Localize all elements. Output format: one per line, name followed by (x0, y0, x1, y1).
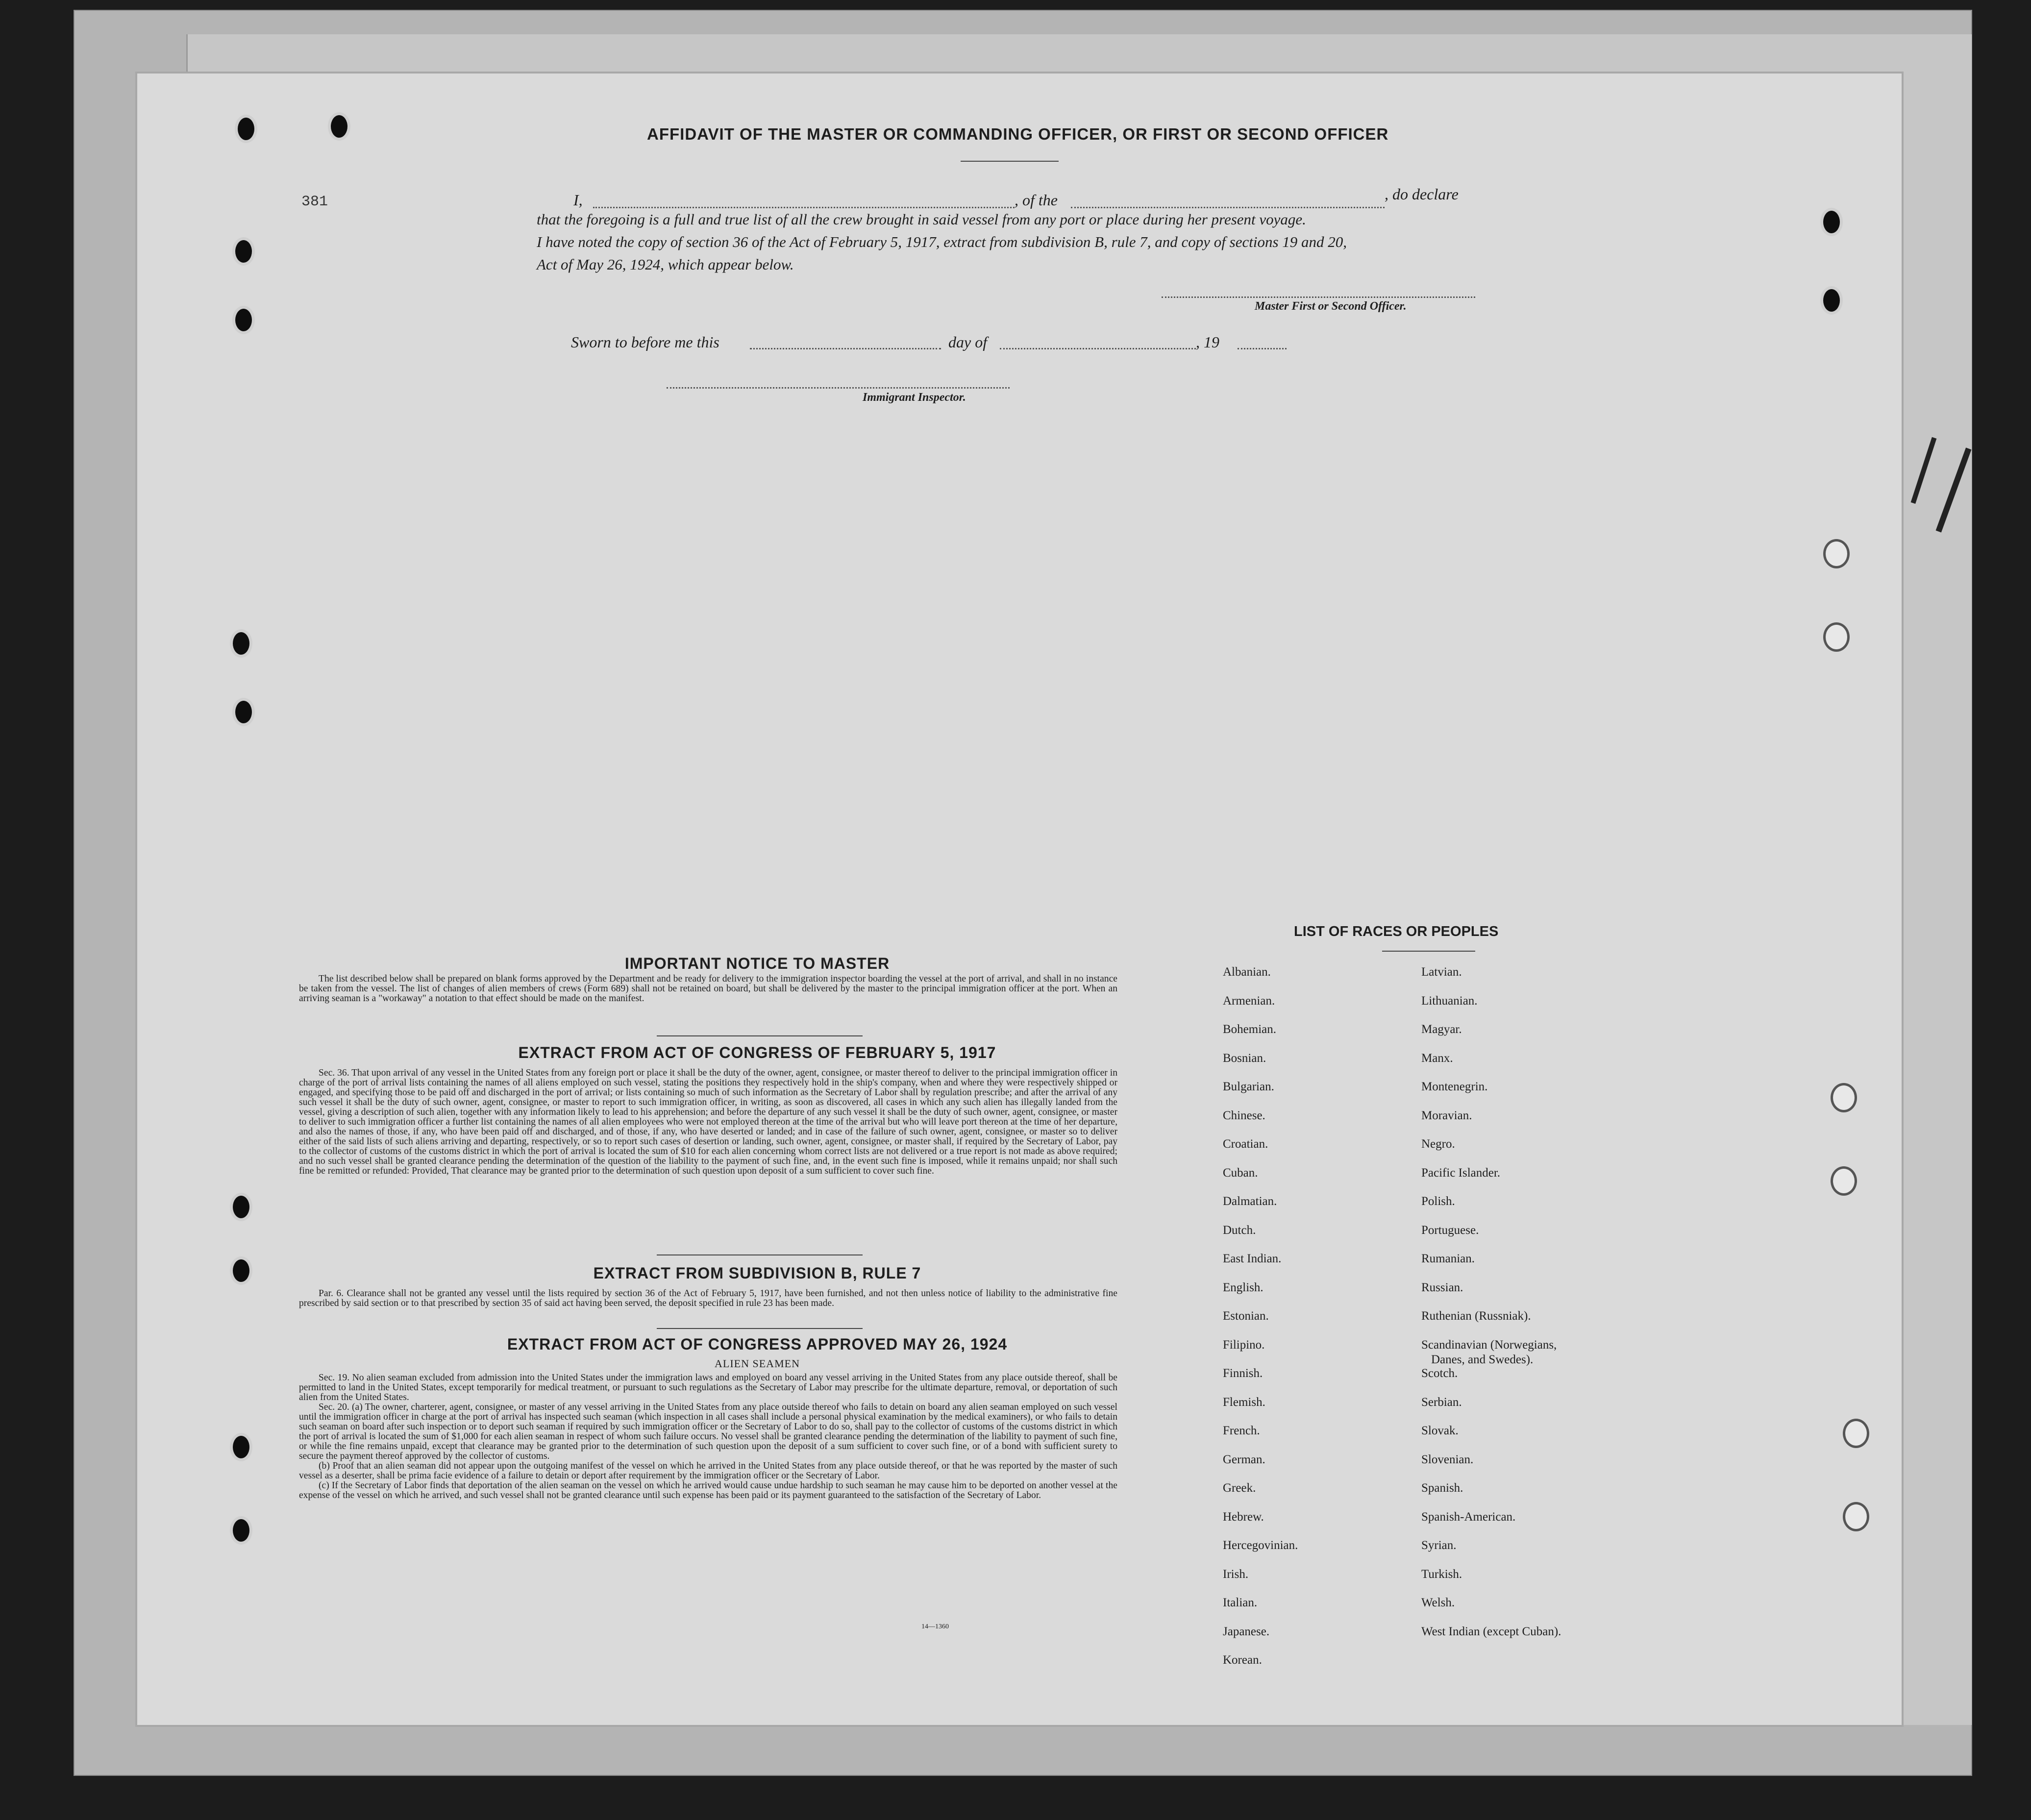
affidavit-line-3: I have noted the copy of section 36 of the Act of February 5, 1917, extract from subdivision B, rule 7, and copy of sections 19 and 20, (537, 233, 1347, 250)
race-item: Hebrew. (1223, 1510, 1264, 1524)
race-item: Danes, and Swedes). (1431, 1353, 1534, 1366)
binder-ring (1843, 1419, 1869, 1448)
divider (657, 1328, 863, 1329)
race-item: Welsh. (1421, 1596, 1455, 1609)
binder-hole (233, 1436, 249, 1458)
race-item: Russian. (1421, 1280, 1463, 1294)
race-item: Montenegrin. (1421, 1080, 1488, 1093)
race-item: Manx. (1421, 1051, 1453, 1065)
race-item: Latvian. (1421, 965, 1462, 979)
race-item: Turkish. (1421, 1567, 1462, 1581)
binder-hole (1823, 211, 1840, 233)
race-item: Slovenian. (1421, 1452, 1474, 1466)
sec-19-paragraph: Sec. 19. No alien seaman excluded from admission into the United States under the immigration laws and employed on board any vessel arriving in the United States from any place outside thereof, shall be permitted to land in the United States, except temporarily for medical treatment, or pursuant to such regulations as the Secretary of Labor may prescribe for the ultimate departure, removal, or deportation of such alien from the United States. (299, 1373, 1117, 1402)
sworn-label: Sworn to before me this (571, 333, 719, 351)
race-item: Finnish. (1223, 1367, 1263, 1380)
race-item: Dalmatian. (1223, 1195, 1277, 1208)
rule-7-body (299, 1289, 1117, 1308)
race-item: Magyar. (1421, 1023, 1462, 1036)
race-item: Rumanian. (1421, 1252, 1475, 1265)
race-item: Japanese. (1223, 1624, 1270, 1638)
extract-1917-paragraph: Sec. 36. That upon arrival of any vessel in the United States from any foreign port or place it shall be the duty of the owner, agent, consignee, or master thereof to deliver to the principal immigration officer in charge of the port of arrival lists containing the names of all aliens employed on such vessel, stating the positions they respectively hold in the ship's company, when and where they were respectively shipped or engaged, and specifying those to be paid off and discharged in the port of arrival; or lists containing so much of such information as the Secretary of Labor shall by regulation prescribe; and after the arrival of any such vessel it shall be the duty of such owner, agent, consignee, or master to report to such immigration officer, in writing, as soon as discovered, all cases in which any such alien has illegally landed from the vessel, giving a description of such alien, together with any information likely to lead to his apprehension; and before the departure of any such vessel it shall be the duty of such owner, agent, consignee, or master to deliver to such immigration officer a further list containing the names of all alien employees who were not employed thereon at the time of the arrival but who will leave port thereon at the time of her departure, and also the names of those, if any, who have been paid off and discharged, and of those, if any, who have deserted or landed; and in case of the failure of such owner, agent, consignee, or master so to deliver either of the said lists of such aliens arriving and departing, respectively, or so to report such cases of desertion or landing, such owner, agent, consignee, or master shall, if required by the Secretary of Labor, pay to the collector of customs of the customs district in which the port of arrival is located the sum of $10 for each alien concerning whom correct lists are not delivered or a true report is not made as above required; and no such vessel shall be granted clearance pending the determination of the question of the liability to the payment of such fine, and, in the event such fine is imposed, while it remains unpaid; nor shall such fine be remitted or refunded: Provided, That clearance may be granted prior to the determination of such question upon deposit of a sum sufficient to cover such fine. (299, 1068, 1117, 1176)
binder-ring (1831, 1166, 1857, 1196)
binder-hole (331, 115, 347, 138)
divider (657, 1254, 863, 1255)
year-blank (1238, 348, 1287, 349)
affidavit-title: AFFIDAVIT OF THE MASTER OR COMMANDING OFFICER, OR FIRST OR SECOND OFFICER (647, 125, 1389, 143)
sec-20a-paragraph: Sec. 20. (a) The owner, charterer, agent, consignee, or master of any vessel arriving in the United States from any place outside thereof who fails to detain on board any alien seaman employed on such vessel until the immigration officer in charge at the port of arrival has inspected such seaman (which inspection in all cases shall include a personal physical examination by the medical examiners), or who fails to detain such seaman on board after such inspection or to deport such seaman if required by such immigration officer or the Secretary of Labor to do so, shall pay to the collector of customs of the customs district in which the port of arrival is located the sum of $1,000 for each alien seaman in respect of whom such failure occurs. No vessel shall be granted clearance pending the determination of the liability to payment of such fine, or while the fine remains unpaid, except that clearance may be granted prior to the determination of such question upon the deposit of a sum sufficient to cover such fine, or of a bond with sufficient surety to secure the payment thereof approved by the collector of customs. (299, 1402, 1117, 1461)
extract-1924-title: EXTRACT FROM ACT OF CONGRESS APPROVED MAY 26, 1924 (507, 1335, 1008, 1353)
affidavit-line-4: Act of May 26, 1924, which appear below. (537, 256, 794, 273)
notice-paragraph: The list described below shall be prepared on blank forms approved by the Department and be ready for delivery to the immigration inspector boarding the vessel at the port of arrival, and shall in no instance be taken from the vessel. The list of changes of alien members of crews (Form 689) shall not be retained on board, but shall be delivered by the master to the principal immigration officer at the port. When an arriving seaman is a "workaway" a notation to that effect should be made on the manifest. (299, 974, 1117, 1004)
divider (961, 161, 1059, 162)
day-of-label: day of (948, 333, 988, 351)
binder-hole (233, 632, 249, 655)
binder-hole (235, 701, 252, 723)
race-item: Italian. (1223, 1596, 1258, 1609)
race-item: West Indian (except Cuban). (1421, 1624, 1561, 1638)
extract-1924-body (299, 1373, 1117, 1500)
race-item: Scotch. (1421, 1367, 1458, 1380)
race-item: Croatian. (1223, 1137, 1268, 1151)
form-number: 14—1360 (921, 1623, 949, 1630)
race-item: English. (1223, 1280, 1263, 1294)
sec-20c-paragraph: (c) If the Secretary of Labor finds that deportation of the alien seaman on the vessel on which he arrived would cause undue hardship to such seaman he may cause him to be deported on another vessel at the expense of the vessel on which he arrived, and such vessel shall not be granted clearance until such expense has been paid or its payment guaranteed to the satisfaction of the Secretary of Labor. (299, 1480, 1117, 1500)
race-item: Filipino. (1223, 1338, 1265, 1352)
divider (657, 1035, 863, 1036)
rule-7-title: EXTRACT FROM SUBDIVISION B, RULE 7 (593, 1264, 921, 1282)
race-item: Cuban. (1223, 1166, 1258, 1180)
race-item: Slovak. (1421, 1424, 1459, 1437)
affidavit-i-label: I, (573, 191, 583, 209)
race-item: Bosnian. (1223, 1051, 1266, 1065)
extract-1917-body (299, 1068, 1117, 1176)
race-item: Serbian. (1421, 1395, 1462, 1409)
race-item: Scandinavian (Norwegians, (1421, 1338, 1557, 1352)
binder-hole (1823, 289, 1840, 312)
month-blank (1000, 348, 1196, 349)
notice-title: IMPORTANT NOTICE TO MASTER (624, 955, 890, 972)
race-item: Polish. (1421, 1195, 1455, 1208)
race-item: Moravian. (1421, 1108, 1472, 1122)
binder-ring (1831, 1083, 1857, 1112)
race-item: Korean. (1223, 1653, 1262, 1667)
race-item: Lithuanian. (1421, 994, 1478, 1008)
race-item: East Indian. (1223, 1252, 1282, 1265)
race-item: German. (1223, 1452, 1265, 1466)
races-title: LIST OF RACES OR PEOPLES (1294, 924, 1499, 939)
race-item: Albanian. (1223, 965, 1271, 979)
race-item: Estonian. (1223, 1309, 1269, 1323)
race-item: French. (1223, 1424, 1260, 1437)
affidavit-do-declare: , do declare (1385, 185, 1459, 203)
binder-ring (1843, 1502, 1869, 1531)
alien-seamen-subtitle: ALIEN SEAMEN (715, 1357, 800, 1370)
race-item: Spanish. (1421, 1481, 1463, 1495)
affidavit-line-2: that the foregoing is a full and true list of all the crew brought in said vessel from any port or place during her present voyage. (537, 211, 1306, 228)
signature-blank (1162, 296, 1475, 298)
race-item: Dutch. (1223, 1223, 1256, 1237)
race-item: Irish. (1223, 1567, 1249, 1581)
race-item: Chinese. (1223, 1108, 1265, 1122)
race-item: Bohemian. (1223, 1023, 1277, 1036)
rule-7-paragraph: Par. 6. Clearance shall not be granted any vessel until the lists required by section 36 of the Act of February 5, 1917, have been furnished, and not then unless notice of liability to the administrative fine prescribed by said section or to that prescribed by section 35 of said act having been served, the deposit specified in rule 23 has been made. (299, 1288, 1117, 1308)
race-item: Syrian. (1421, 1539, 1457, 1552)
day-blank (750, 348, 941, 349)
binder-hole (238, 118, 254, 140)
divider (1382, 951, 1475, 952)
race-item: Bulgarian. (1223, 1080, 1274, 1093)
binder-ring (1823, 622, 1850, 652)
race-item: Hercegovinian. (1223, 1539, 1298, 1552)
handwritten-mark: 381 (301, 194, 328, 210)
extract-1917-title: EXTRACT FROM ACT OF CONGRESS OF FEBRUARY 5, 1917 (518, 1044, 996, 1061)
race-item: Spanish-American. (1421, 1510, 1516, 1524)
binder-hole (233, 1519, 249, 1542)
race-item: Portuguese. (1421, 1223, 1479, 1237)
race-item: Ruthenian (Russniak). (1421, 1309, 1531, 1323)
inspector-blank (667, 387, 1010, 389)
binder-hole (235, 240, 252, 263)
binder-hole (233, 1259, 249, 1282)
notice-body (299, 974, 1117, 1004)
race-item: Negro. (1421, 1137, 1455, 1151)
race-item: Flemish. (1223, 1395, 1265, 1409)
inspector-label: Immigrant Inspector. (863, 391, 966, 404)
document-sheet (137, 74, 1902, 1725)
affidavit-of-the: , of the (1015, 191, 1058, 209)
race-item: Armenian. (1223, 994, 1275, 1008)
master-label: Master First or Second Officer. (1255, 300, 1407, 313)
race-item: Pacific Islander. (1421, 1166, 1501, 1180)
binder-hole (233, 1196, 249, 1218)
year-prefix: , 19 (1196, 333, 1219, 351)
binder-ring (1823, 539, 1850, 568)
binder-hole (235, 309, 252, 331)
sec-20b-paragraph: (b) Proof that an alien seaman did not appear upon the outgoing manifest of the vessel on which he arrived in the United States from any place outside thereof, or that he was reported by the master of such vessel as a deserter, shall be prima facie evidence of a failure to detain or deport after requirement by the immigration officer or the Secretary of Labor. (299, 1461, 1117, 1481)
race-item: Greek. (1223, 1481, 1256, 1495)
